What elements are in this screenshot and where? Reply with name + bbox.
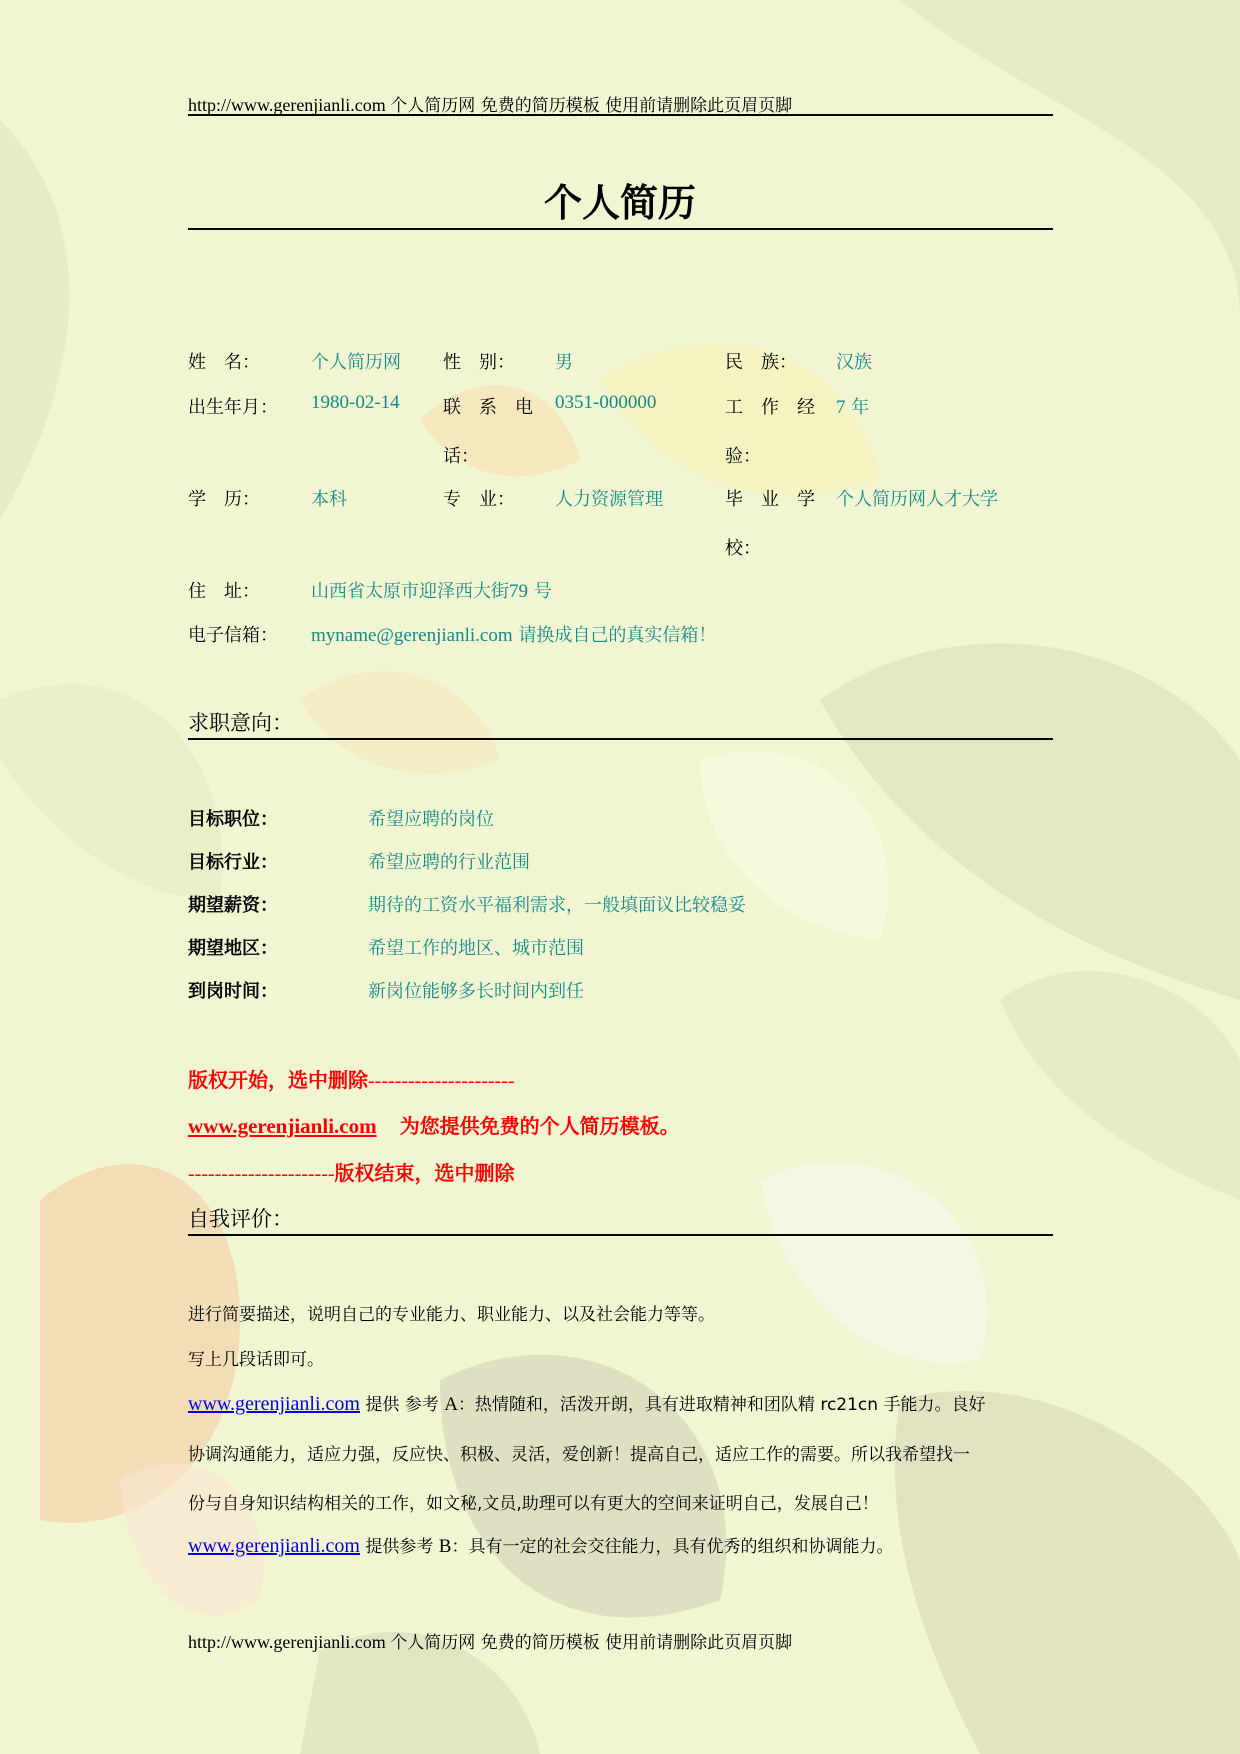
phone-label: 联 系 电 <box>443 397 533 418</box>
experience-label-cont: 验： <box>725 446 761 467</box>
school-label-cont: 校： <box>725 538 761 559</box>
copyright-start <box>188 1064 515 1093</box>
name-value: 个人简历网 <box>311 352 401 373</box>
page-footer <box>188 1628 792 1653</box>
experience-years: 7 <box>836 397 846 418</box>
copyright-line <box>188 1110 680 1139</box>
header-divider <box>188 114 1053 116</box>
copyright-end-text: 版权结束，选中删除 <box>334 1161 515 1185</box>
education-label: 学 历： <box>188 489 260 510</box>
address-street: 山西省太原市迎泽西大街 <box>311 581 509 602</box>
ref-a-letter: A <box>444 1394 458 1415</box>
address-number: 79 <box>509 581 528 602</box>
ref-b-prefix: 提供参考 <box>365 1537 434 1557</box>
email-label: 电子信箱： <box>188 625 278 646</box>
page-title: 个人简历 <box>543 181 696 225</box>
header-text: 个人简历网 免费的简历模板 使用前请删除此页眉页脚 <box>390 96 793 116</box>
ethnicity-value: 汉族 <box>836 352 872 373</box>
self-eval-ref-a <box>188 1390 985 1416</box>
address-label: 住 址： <box>188 581 260 602</box>
objective-value: 希望应聘的岗位 <box>368 809 494 830</box>
self-eval-ref-a-line-3: 份与自身知识结构相关的工作，如文秘,文员,助理可以有更大的空间来证明自己，发展自己！ <box>188 1494 879 1514</box>
objective-label: 目标职位： <box>188 809 278 830</box>
email-value <box>311 621 716 647</box>
objective-label: 期望薪资： <box>188 895 278 916</box>
objective-label: 到岗时间： <box>188 981 278 1002</box>
school-value: 个人简历网人才大学 <box>836 489 998 510</box>
objective-value: 新岗位能够多长时间内到任 <box>368 981 584 1002</box>
objective-label: 目标行业： <box>188 852 278 873</box>
address-suffix: 号 <box>533 581 552 602</box>
ref-a-link[interactable]: www.gerenjianli.com <box>188 1393 360 1415</box>
ref-b-link[interactable]: www.gerenjianli.com <box>188 1535 360 1557</box>
ethnicity-label: 民 族： <box>725 352 797 373</box>
page-header <box>188 91 792 116</box>
birth-value: 1980-02-14 <box>311 392 400 413</box>
major-label: 专 业： <box>443 489 515 510</box>
address-value <box>311 577 552 603</box>
ref-b-letter: B <box>438 1536 452 1557</box>
title-divider <box>188 228 1053 230</box>
ref-b-text: ：具有一定的社会交往能力，具有优秀的组织和协调能力。 <box>451 1537 894 1557</box>
birth-label: 出生年月： <box>188 397 278 418</box>
name-label: 姓 名： <box>188 352 260 373</box>
experience-label: 工 作 经 <box>725 397 815 418</box>
objective-value: 希望工作的地区、城市范围 <box>368 938 584 959</box>
education-value: 本科 <box>311 489 347 510</box>
header-url: http://www.gerenjianli.com <box>188 95 386 115</box>
self-eval-line-1: 进行简要描述，说明自己的专业能力、职业能力、以及社会能力等等。 <box>188 1305 715 1325</box>
footer-text: 个人简历网 免费的简历模板 使用前请删除此页眉页脚 <box>390 1633 793 1653</box>
objective-label: 期望地区： <box>188 938 278 959</box>
objective-value: 期待的工资水平福利需求，一般填面议比较稳妥 <box>368 895 746 916</box>
self-eval-heading: 自我评价： <box>188 1207 293 1231</box>
self-eval-ref-a-line-2: 协调沟通能力，适应力强，反应快、积极、灵活，爱创新！提高自己，适应工作的需要。所以我希望找一 <box>188 1445 970 1465</box>
copyright-end <box>188 1157 515 1186</box>
objective-heading: 求职意向： <box>188 711 293 735</box>
footer-url: http://www.gerenjianli.com <box>188 1632 386 1652</box>
copyright-link[interactable]: www.gerenjianli.com <box>188 1114 377 1138</box>
copyright-tagline: 为您提供免费的个人简历模板。 <box>399 1114 680 1138</box>
self-eval-ref-b <box>188 1532 893 1558</box>
email-address: myname@gerenjianli.com <box>311 625 513 646</box>
ref-a-text: ：热情随和，活泼开朗，具有进取精神和团队精 rc21cn 手能力。良好 <box>457 1395 986 1415</box>
objective-divider <box>188 738 1053 740</box>
experience-value <box>836 393 869 419</box>
gender-value: 男 <box>555 352 573 373</box>
self-eval-line-2: 写上几段话即可。 <box>188 1350 324 1370</box>
gender-label: 性 别： <box>443 352 515 373</box>
objective-value: 希望应聘的行业范围 <box>368 852 530 873</box>
ref-a-prefix: 提供 参考 <box>365 1395 439 1415</box>
phone-value: 0351-000000 <box>555 392 657 413</box>
major-value: 人力资源管理 <box>555 489 663 510</box>
phone-label-cont: 话： <box>443 446 479 467</box>
email-note: 请换成自己的真实信箱！ <box>518 625 717 646</box>
experience-unit: 年 <box>851 397 870 418</box>
self-eval-divider <box>188 1234 1053 1236</box>
school-label: 毕 业 学 <box>725 489 815 510</box>
copyright-dashes: ---------------------- <box>368 1070 515 1092</box>
copyright-end-dashes: ---------------------- <box>188 1163 335 1185</box>
copyright-start-text: 版权开始，选中删除 <box>188 1068 368 1092</box>
